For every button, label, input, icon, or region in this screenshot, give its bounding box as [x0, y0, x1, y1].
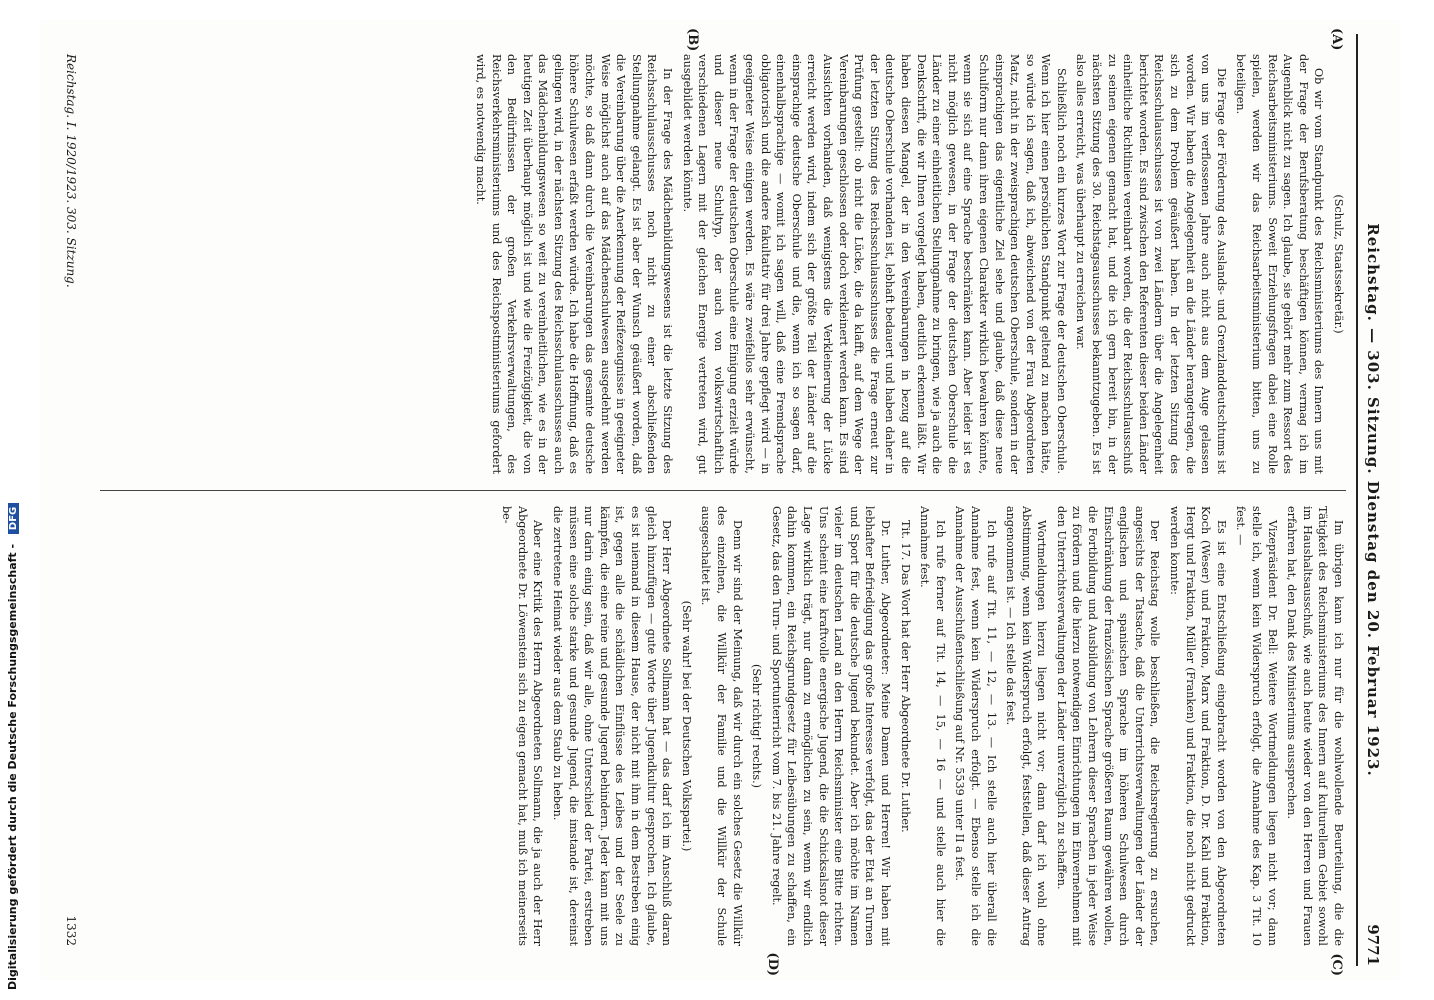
paragraph: Aber eine Kritik des Herrn Abgeordneten Sollmann, die ja auch der Herr Abgeordnete Dr. Löwenstein sich zu eigen gemacht hat, muß ich meinerseits be- [500, 506, 545, 946]
scanned-page [40, 20, 1400, 980]
interjection: (Sehr richtig! rechts.) [750, 663, 764, 789]
margin-marker-d: (D) [765, 952, 780, 976]
paragraph: Der Reichstag wolle beschließen, die Reichsregierung zu ersuchen, angesichts der Tatsache, daß die Unterrichtsverwaltungen der Länder der englischen und spanischen Sprache im höheren Schulwesen durch Einschränkung der französischen Sprache größeren Raum gewähren wollen, die Fortbildung und Ausbildung von Lehrern dieser Sprachen in jeder Weise zu fördern und die hierzu notwendigen Einrichtungen im Einvernehmen mit den Unterrichtsverwaltungen der Länder unverzüglich zu schaffen. [1054, 506, 1162, 946]
margin-marker-c: (C) [1329, 953, 1344, 976]
paragraph: Wortmeldungen hierzu liegen nicht vor; dann darf ich wohl ohne Abstimmung, wenn kein Widerspruch erfolgt, feststellen, daß dieser Antrag angenommen ist. — Ich stelle das fest. [1004, 506, 1049, 946]
digitization-credit [6, 10, 24, 990]
paragraph: Dr. Luther, Abgeordneter: Meine Damen und Herren! Wir haben mit lebhafter Befriedigung das große Interesse verfolgt, das der Etat an Turnen und Sport für die deutsche Jugend bekundet. Aber ich möchte im Namen vieler im deutschen Land an den Herrn Reichsminister eine Bitte richten. Uns scheint eine kraftvolle energische Jugend, die die Schicksalsnot dieser Lage wirklich trägt, nur dann zu ermöglichen zu sein, wenn wir endlich dahin kommen, ein Reichsgrundgesetz für Leibesübungen zu schaffen, ein Gesetz, das den Turn- und Sportunterricht vom 7. bis 21. Jahre regelt. [769, 506, 892, 946]
digitization-credit-text: Digitalisierung gefördert durch die Deutsche Forschungsgemeinschaft - [6, 543, 19, 990]
paragraph: Ich rufe auf Tit. 11, — 12, — 13. — Ich stelle auch hier überall die Annahme fest, wenn kein Widerspruch erfolgt. — Ebenso stelle ich die Annahme der Ausschußentschließung auf Nr. 5539 unter II a fest. [953, 506, 998, 946]
paragraph: Vizepräsident Dr. Bell: Weitere Wortmeldungen liegen nicht vor; dann stelle ich, wenn kein Widerspruch erfolgt, die Annahme des Kap. 3 Tit. 10 fest. — [1234, 506, 1279, 946]
margin-marker-a: (A) [1329, 28, 1344, 51]
paragraph: Im übrigen kann ich nur für die wohlwollende Beurteilung, die die Tätigkeit des Reichsministeriums des Innern auf kulturellem Gebiet sowohl im Haushaltsausschuß, wie auch heute wieder von den Herren und Frauen erfahren hat, den Dank des Ministeriums aussprechen. [1285, 506, 1345, 946]
paragraph: Denn wir sind der Meinung, daß wir durch ein solches Gesetz die Willkür des einzelnen, die Willkür der Familie und die Willkür der Schule ausgeschaltet ist. [699, 506, 744, 946]
right-column [100, 506, 1346, 946]
footer-page-number: 1332 [64, 915, 78, 946]
paragraph: Ich rufe ferner auf Tit. 14, — 15, — 16 — und stelle auch hier die Annahme fest. [918, 506, 947, 946]
page-header [1356, 34, 1384, 966]
column-divider [100, 490, 1346, 491]
page-title: Reichstag. — 303. Sitzung. Dienstag den 20. Februar 1923. [1364, 223, 1382, 777]
paragraph: Schließlich noch ein kurzes Wort zur Frage der deutschen Oberschule. Wenn ich hier einen persönlichen Standpunkt geltend zu machen hätte, so würde ich sagen, daß ich, abweichend von der Frau Abgeordneten Matz, nicht in der zweisprachigen deutschen Oberschule, sondern in der einsprachigen das eigentliche Ziel sehe und glaube, daß diese neue Schulform nur dann ihren eigenen Charakter wirklich bewahren könnte, wenn sie sich auf eine Sprache beschränken kann. Aber leider ist es nicht möglich gewesen, in der Frage der deutschen Oberschule die Länder zu einer einheitlichen Stellungnahme zu bringen, wie ja auch die Denkschrift, die wir Ihnen vorgelegt haben, deutlich erkennen läßt. Wir haben diesen Mangel, der in den Vereinbarungen in bezug auf die deutsche Oberschule vorhanden ist, lebhaft bedauert und haben daher in der letzten Sitzung des Reichsschulausschusses die Frage erneut zur Prüfung gestellt: ob nicht die Lücke, die da klafft, auf dem Wege der Vereinbarungen geschlossen oder doch verkleinert werden kann. Es sind Aussichten vorhanden, daß wenigstens die Verkleinerung der Lücke erreicht werden wird, indem sich der größte Teil der Länder auf die einsprachige deutsche Oberschule und die, wenn ich so sagen darf, einenhalbsprachige — womit ich sagen will, daß eine Fremdsprache obligatorisch und die andere fakultativ für drei Jahre gepflegt wird — in geeigneter Weise einigen werden. Es wäre zweifellos sehr erwünscht, wenn in der Frage der deutschen Oberschule eine Einigung erzielt würde und dieser neue Schultyp, der auch von volkswirtschaftlich verschiedenen Lagern mit der gleichen Energie vertreten wird, gut ausgebildet werden könnte. [680, 54, 1068, 474]
paragraph: Die Frage der Förderung des Auslands- und Grenzlanddeutschtums ist von uns im verflossenen Jahre auch nicht aus dem Auge gelassen worden. Wir haben die Angelegenheit an die Länder herangetragen, die sich zu dem Problem geäußert haben. In der letzten Sitzung des Reichsschulausschusses ist von zwei Ländern über die Angelegenheit berichtet worden. Es sind zwischen den Referenten dieser beiden Länder einheitliche Richtlinien vereinbart worden, die der Reichsschulausschuß zu seinen eigenen gemacht hat, und die ich gern bereit bin, in der nächsten Sitzung des 30. Reichstagsausschusses bekanntzugeben. Es ist also alles erreicht, was überhaupt zu erreichen war. [1074, 54, 1228, 474]
paragraph: (Schulz, Staatssekretär.) [1332, 194, 1345, 334]
page-number: 9771 [1364, 924, 1382, 966]
paragraph: Der Herr Abgeordnete Sollmann hat — das darf ich im Anschluß daran gleich hinzufügen — gute Worte über Jugendkultur gesprochen. Ich glaube, es ist niemand in diesem Hause, der nicht mit ihm in dem Bestreben einig ist, gegen alle die schädlichen Einflüsse des Leibes und der Seele zu kämpfen, die eine reine und gesunde Jugend behindern. Jeder kann mit uns nur darin einig sein, daß wir alle, ohne Unterschied der Partei, erstreben müssen eine solche starke und gesunde Jugend, die imstande ist, dereinst die zertretene Heimat wieder aus dem Staub zu heben. [551, 506, 674, 946]
paragraph: Ob wir vom Standpunkt des Reichsministeriums des Innern uns mit der Frage der Berufsberatung beschäftigen können, vermag ich im Augenblick nicht zu sagen. Ich glaube, sie gehört mehr zum Ressort des Reichsarbeitsministeriums. Soweit Erziehungsfragen dabei eine Rolle spielen, werden wir das Reichsarbeitsministerium bitten, uns zu beteiligen. [1234, 54, 1326, 474]
digitization-credit-strip [0, 0, 30, 1000]
margin-marker-b: (B) [685, 28, 700, 52]
left-column [100, 54, 1346, 474]
paragraph: Es ist eine Entschließung eingebracht worden von den Abgeordneten Koch (Weser) und Fraktion, Marx und Fraktion, D. Dr. Kahl und Fraktion, Hergt und Fraktion, Müller (Franken) und Fraktion, die noch nicht gedruckt werden konnte: [1168, 506, 1228, 946]
paragraph: Tit. 17. Das Wort hat der Herr Abgeordnete Dr. Luther. [898, 520, 912, 833]
footer-source: Reichstag. I. 1920/1923. 303. Sitzung. [64, 54, 78, 288]
paragraph: In der Frage des Mädchenbildungswesens ist die letzte Sitzung des Reichsschulausschusses noch nicht zu einer abschließenden Stellungnahme gelangt. Es ist aber der Wunsch geäußert worden, daß die Vereinbarung über die Anerkennung der Reifezeugnisse in geeigneter Weise möglichst auch auf das Mädchenschulwesen ausgedehnt werden möchte, so daß dann durch die Vereinbarungen das gesamte deutsche höhere Schulwesen erfaßt werden würde. Ich habe die Hoffnung, daß es gelingen wird, in der nächsten Sitzung des Reichsschulausschusses auch das Mädchenbildungswesen so weit zu vereinheitlichen, wie es in der heutigen Zeit überhaupt möglich ist und wie die Freizügigkeit, die von den Bedürfnissen der großen Verkehrsverwaltungen, des Reichsverkehrsministeriums und des Reichspostministeriums gefordert wird, es notwendig macht. [473, 54, 675, 474]
interjection: (Sehr wahr! bei der Deutschen Volkspartei.) [679, 600, 693, 852]
dfg-logo: DFG [8, 503, 19, 534]
